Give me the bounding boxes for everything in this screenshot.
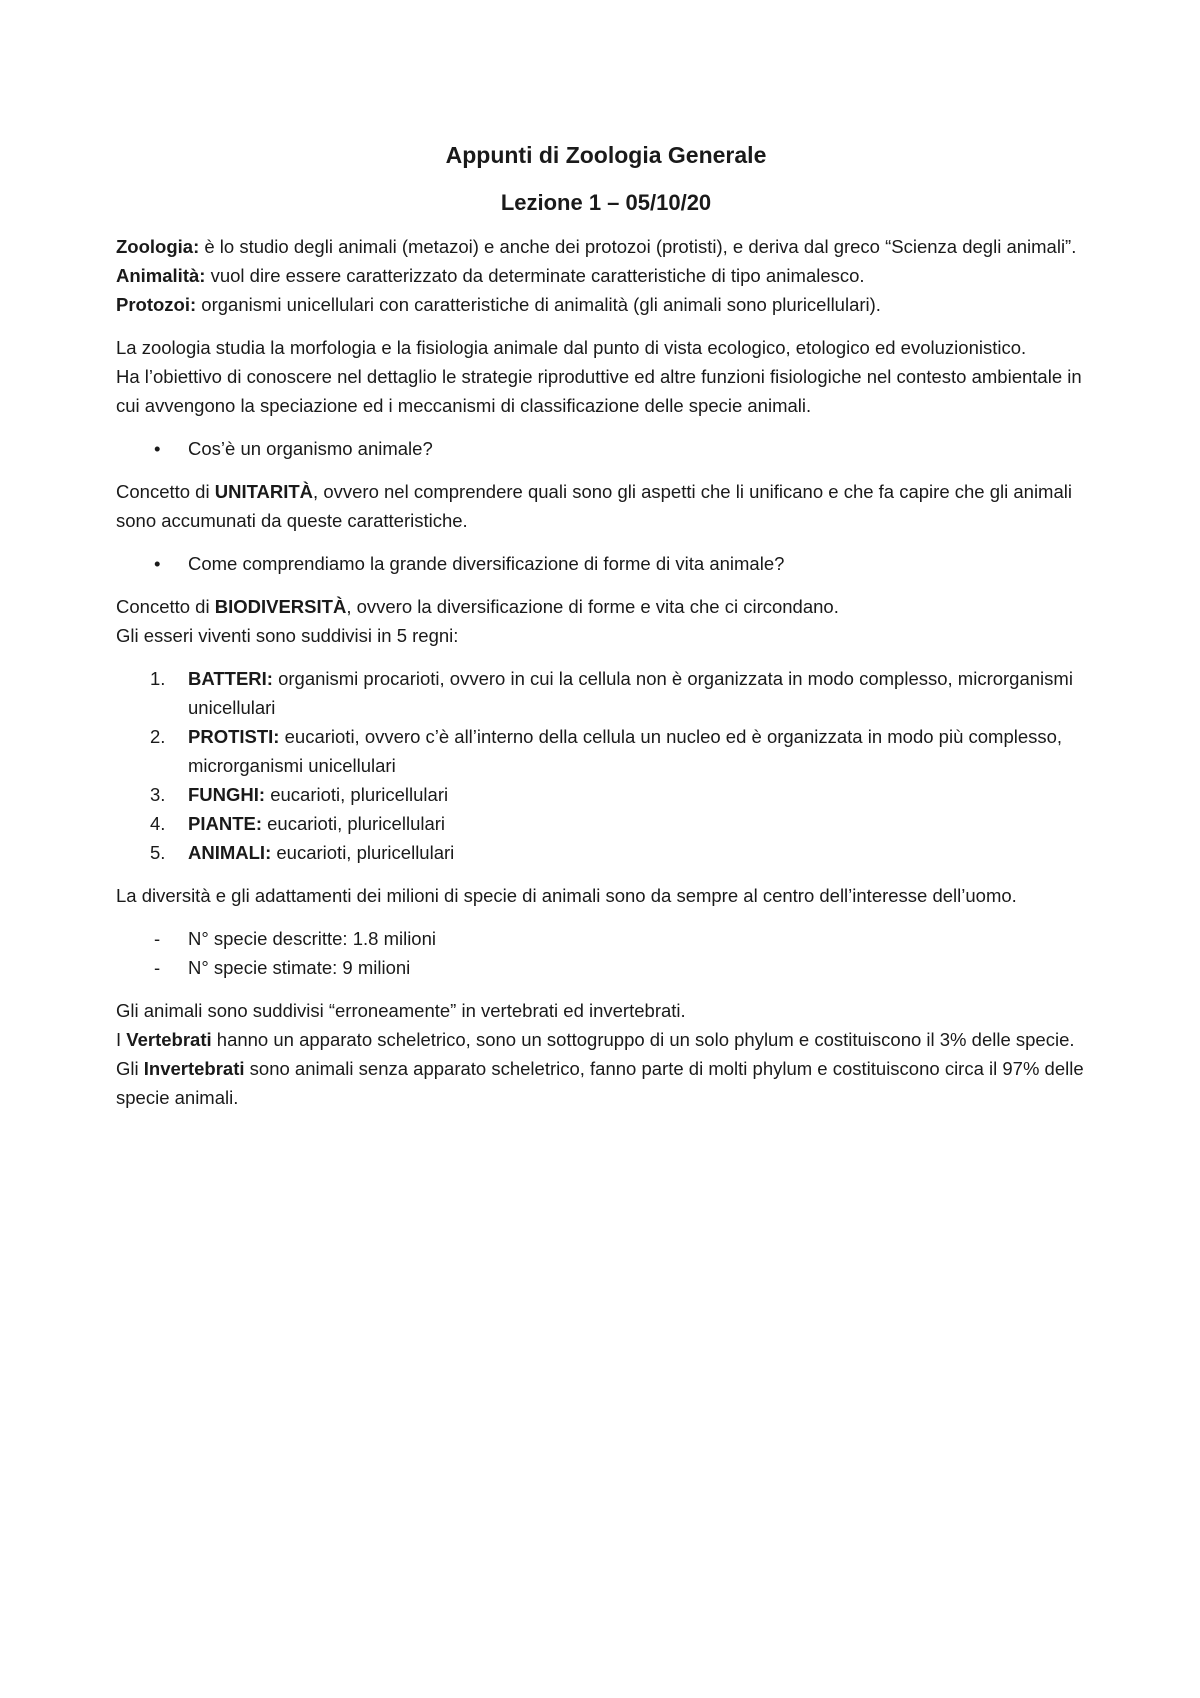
lesson-subtitle: Lezione 1 – 05/10/20	[500, 190, 712, 215]
kingdom-name: FUNGHI:	[188, 784, 266, 805]
dash-icon: -	[154, 928, 161, 949]
kingdom-item	[116, 780, 1096, 809]
vert-after: hanno un apparato scheletrico, sono un sottogruppo di un solo phylum e costituiscono il 3% delle specie.	[211, 1029, 1075, 1050]
diversita-paragraph: La diversità e gli adattamenti dei milioni di specie di animali sono da sempre al centro dell’interesse dell’uomo.	[116, 885, 1017, 906]
definition-zoologia	[116, 232, 1096, 261]
biodiversita-line	[116, 592, 1096, 621]
definition-animalita	[116, 261, 1096, 290]
species-list	[116, 924, 1096, 982]
vert-before: I	[116, 1029, 127, 1050]
question-item	[116, 434, 1096, 463]
study-paragraph	[116, 333, 1096, 420]
kingdom-name: BATTERI:	[188, 668, 273, 689]
vertebrates-intro: Gli animali sono suddivisi “erroneamente” in vertebrati ed invertebrati.	[116, 1000, 686, 1021]
study-line-2: Ha l’obiettivo di conoscere nel dettaglio le strategie riproduttive ed altre funzioni fisiologiche nel contesto ambientale in cui avvengono la speciazione ed i meccanismi di classificazione delle specie animali.	[116, 366, 1082, 416]
kingdom-item	[116, 838, 1096, 867]
dash-icon: -	[154, 957, 161, 978]
question-text: Cos’è un organismo animale?	[188, 438, 433, 459]
invert-after: sono animali senza apparato scheletrico, fanno parte di molti phylum e costituiscono circa il 97% delle specie animali.	[116, 1058, 1084, 1108]
biodiversita-paragraph	[116, 592, 1096, 650]
list-number: 5.	[150, 842, 166, 863]
kingdom-desc: eucarioti, ovvero c’è all’interno della cellula un nucleo ed è organizzata in modo più complesso, microrganismi unicellulari	[188, 726, 1063, 776]
kingdom-name: PIANTE:	[188, 813, 262, 834]
kingdom-desc: organismi procarioti, ovvero in cui la cellula non è organizzata in modo complesso, microrganismi unicellulari	[188, 668, 1073, 718]
bullet-icon: •	[154, 553, 161, 574]
kingdom-item	[116, 722, 1096, 780]
kingdom-item	[116, 664, 1096, 722]
document-content	[116, 140, 1096, 1126]
species-item	[116, 953, 1096, 982]
question-item	[116, 549, 1096, 578]
unitarita-paragraph	[116, 477, 1096, 535]
question-list-2	[116, 549, 1096, 578]
vertebrates-line	[116, 1025, 1096, 1054]
invert-before: Gli	[116, 1058, 144, 1079]
term-protozoi: Protozoi:	[116, 294, 197, 315]
biodiversita-after: , ovvero la diversificazione di forme e vita che ci circondano.	[346, 596, 839, 617]
vertebrates-paragraph	[116, 996, 1096, 1112]
term-biodiversita: BIODIVERSITÀ	[214, 596, 347, 617]
list-number: 2.	[150, 726, 166, 747]
species-text: N° specie descritte: 1.8 milioni	[188, 928, 436, 949]
document-title: Appunti di Zoologia Generale	[445, 142, 767, 168]
unitarita-before: Concetto di	[116, 481, 215, 502]
definition-protozoi	[116, 290, 1096, 319]
kingdom-desc: eucarioti, pluricellulari	[271, 842, 455, 863]
question-list-1	[116, 434, 1096, 463]
text-animalita: vuol dire essere caratterizzato da determinate caratteristiche di tipo animalesco.	[205, 265, 865, 286]
kingdom-name: PROTISTI:	[188, 726, 280, 747]
definitions-paragraph	[116, 232, 1096, 319]
text-protozoi: organismi unicellulari con caratteristiche di animalità (gli animali sono pluricellulari).	[196, 294, 881, 315]
list-number: 4.	[150, 813, 166, 834]
list-number: 3.	[150, 784, 166, 805]
study-line-1: La zoologia studia la morfologia e la fisiologia animale dal punto di vista ecologico, etologico ed evoluzionistico.	[116, 337, 1027, 358]
term-invertebrati: Invertebrati	[143, 1058, 245, 1079]
species-item	[116, 924, 1096, 953]
term-animalita: Animalità:	[116, 265, 206, 286]
term-zoologia: Zoologia:	[116, 236, 200, 257]
kingdom-desc: eucarioti, pluricellulari	[262, 813, 446, 834]
unitarita-after: , ovvero nel comprendere quali sono gli aspetti che li unificano e che fa capire che gli animali sono accumunati da queste caratteristiche.	[116, 481, 1072, 531]
kingdom-name: ANIMALI:	[188, 842, 272, 863]
species-text: N° specie stimate: 9 milioni	[188, 957, 411, 978]
regni-intro: Gli esseri viventi sono suddivisi in 5 regni:	[116, 625, 459, 646]
term-vertebrati: Vertebrati	[126, 1029, 212, 1050]
kingdom-desc: eucarioti, pluricellulari	[265, 784, 449, 805]
kingdoms-list	[116, 664, 1096, 867]
text-zoologia: è lo studio degli animali (metazoi) e anche dei protozoi (protisti), e deriva dal greco “Scienza degli animali”.	[199, 236, 1077, 257]
invertebrates-line	[116, 1054, 1096, 1112]
term-unitarita: UNITARITÀ	[214, 481, 314, 502]
list-number: 1.	[150, 668, 166, 689]
kingdom-item	[116, 809, 1096, 838]
biodiversita-before: Concetto di	[116, 596, 215, 617]
bullet-icon: •	[154, 438, 161, 459]
question-text: Come comprendiamo la grande diversificazione di forme di vita animale?	[188, 553, 785, 574]
